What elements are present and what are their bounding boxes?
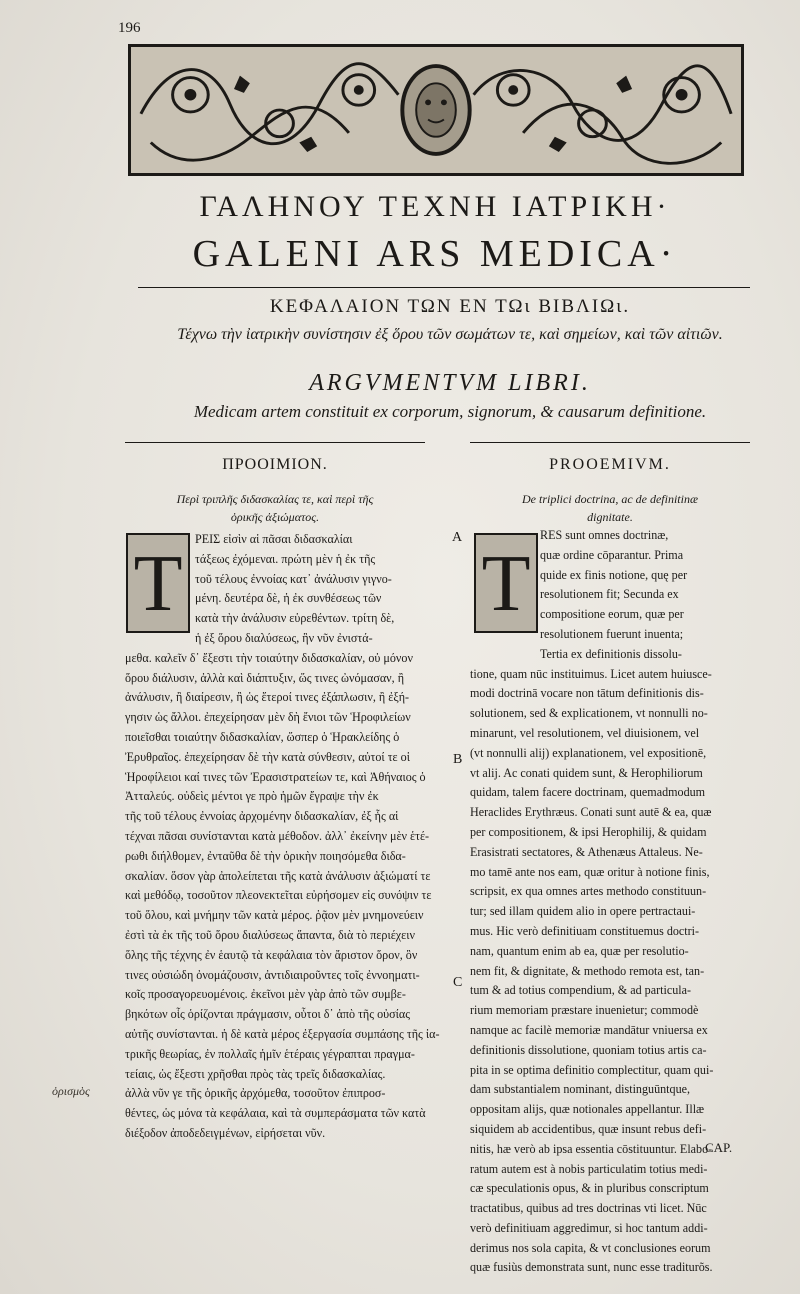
text-line: namque ac facilè memoriæ mandātur vniuersa ex (470, 1022, 708, 1037)
text-line: resolutionem fuerunt inuenta; (540, 626, 684, 641)
text-line: τῆς τοῦ τέλους ἐννοίας ἀρχομένην διδασκαλίαν, ἐξ ἧς αἱ (125, 809, 399, 824)
text-line: θέντες, ὡς μόνα τὰ κεφάλαια, καὶ τὰ συμπεράσματα τῶν κατὰ (125, 1106, 426, 1121)
margin-note: ὁρισμὸς (52, 1084, 90, 1098)
text-line: tione, quam nūc instituimus. Licet autem huiusce- (470, 666, 712, 681)
left-subtitle-line: ὁρικῆς ἀξιώματος. (230, 510, 320, 524)
text-line: tur; sed illam quidem alio in opere pertractaui- (470, 904, 696, 919)
text-line: τείαις, ὡς ἔξεστι χρῆσθαι πρὸς τὰς τρεῖς διδασκαλίας. (125, 1066, 386, 1081)
text-line: pita in se optima definitio complectitur, quam qui- (470, 1062, 714, 1077)
text-line: mus. Hic verò definitiuam constituemus doctri- (470, 923, 700, 938)
text-line: διέξοδον ἀποδεδειγμένων, εἰρήσεται νῦν. (125, 1125, 326, 1140)
right-subtitle-line: dignitate. (587, 510, 633, 524)
text-line: ὅρου διάλυσιν, ἀλλὰ καὶ διάπτυξιν, ὥς τινες ὠνόμασαν, ἢ (125, 670, 405, 685)
greek-title: ΓΑΛΗΝΟΥ ΤΕΧΝΗ ΙΑΤΡΙΚΗ· (199, 190, 671, 223)
text-line: ἡ ἐξ ὅρου διαλύσεως, ἣν νῦν ἐνιστά- (195, 630, 373, 645)
text-line: Erasistrati sectatores, & Athenæus Attaleus. Ne- (470, 844, 703, 859)
right-column-text (470, 526, 758, 1278)
right-column-title: PROOEMIVM. (549, 456, 671, 473)
text-line: nem fit, & dignitate, & methodo remota est, tan- (470, 963, 705, 978)
text-line: Tertia ex definitionis dissolu- (540, 646, 682, 661)
text-line: compositione eorum, quæ per (540, 607, 684, 622)
text-line: ἀνάλυσιν, ἢ διαίρεσιν, ἢ ὡς ἕτεροί τινες ἐξάπλωσιν, ἢ ἐξή- (125, 690, 410, 705)
text-line: τινες οὐσιώδη ὀνομάζουσιν, ἀντιδιαιροῦντες τοῖς ἐννοηματι- (125, 967, 420, 982)
text-line: Ἐρυθραῖος. ἐπεχείρησαν δὲ τὴν κατὰ σύνθεσιν, αὐτοί τε οἱ (125, 749, 410, 764)
text-line: vt alij. Ac conati quidem sunt, & Herophiliorum (470, 765, 703, 780)
text-line: καὶ μεθόδῳ, τοσοῦτον πλεονεκτεῖται εὐρήσομεν εἰς συνόψιν τε (125, 888, 432, 903)
text-line: γησιν ὡς ἄλλοι. ἐπεχείρησαν μὲν δὴ ἔνιοι τῶν Ἡροφιλείων (125, 710, 411, 725)
argument-heading: ARGVMENTVM LIBRI. (309, 370, 591, 396)
chapter-subtitle: Τέχνω τὴν ἰατρικὴν συνίστησιν ἐξ ὅρου τῶν σωμάτων τε, καὶ σημείων, καὶ τῶν αἰτιῶν. (177, 326, 723, 343)
text-line: ἐστὶ τὰ ἐκ τῆς τοῦ ὅρου διαλύσεως ἅπαντα, διὰ τὸ περιέχειν (125, 927, 415, 942)
left-column-rule (125, 442, 425, 443)
text-line: quæ ordine cōparantur. Prima (540, 547, 684, 562)
text-line: solutionem, sed & explicationem, vt nonnulli no- (470, 706, 708, 721)
text-line: minarunt, vel resolutionem, vel diuisionem, vel (470, 725, 700, 740)
text-line: quæ fusiùs demonstrata sunt, nunc esse traditurõs. (470, 1260, 713, 1275)
text-line: τοῦ ὅλου, καὶ μνήμην τῶν κατὰ μέρος. ῥᾷον μὲν μνημονεύειν (125, 908, 424, 923)
left-column-subtitle (125, 490, 425, 526)
text-line: definitionis dissolutione, quoniam totius artis ca- (470, 1042, 707, 1057)
page-number: 196 (118, 20, 141, 36)
text-line: per compositionem, & ipsi Herophilij, & quidam (470, 824, 707, 839)
text-line: σκαλίαν. ὅσον γὰρ ἀπολείπεται τῆς κατὰ ἀνάλυσιν ἀξιώματί τε (125, 868, 431, 883)
text-line: modi doctrinā vocare non tātum definitionis dis- (470, 686, 704, 701)
argument-subtitle: Medicam artem constituit ex corporum, signorum, & causarum definitione. (193, 402, 707, 421)
text-line: oppositam alijs, quæ notionales appellantur. Illæ (470, 1102, 705, 1117)
text-line: nam, quantum enim ab ea, quæ per resolutio- (470, 943, 689, 958)
text-line: derimus nos sola capita, & vt conclusiones eorum (470, 1240, 711, 1255)
text-line: Ἀτταλεύς. οὐδεὶς μέντοι γε πρὸ ἡμῶν ἔγραψε τὴν ἐκ (125, 789, 379, 804)
text-line: ἀλλὰ νῦν γε τῆς ὁρικῆς ἀρχόμεθα, τοσοῦτον ἐπιπροσ- (125, 1086, 386, 1101)
ornament-scrollwork-icon (131, 47, 741, 173)
text-line: (vt nonnulli alij) explanationem, vel expositionē, (470, 745, 707, 760)
text-line: quide ex finis notione, quę per (540, 567, 688, 582)
section-marker-a: A (452, 530, 463, 545)
text-line: verò definitiuam aggredimur, si hoc tantum addi- (470, 1220, 708, 1235)
text-line: scripsit, ex qua omnes artes methodo constituun- (470, 884, 707, 899)
section-marker-c: C (453, 975, 463, 990)
left-subtitle-line: Περὶ τριπλῆς διδασκαλίας τε, καὶ περὶ τῆς (176, 492, 374, 506)
text-line: siquidem ab accidentibus, quæ insunt rebus defi- (470, 1121, 707, 1136)
left-dropcap-letter: T (133, 540, 183, 628)
title-rule (138, 287, 750, 288)
text-line: ΡΕΙΣ εἰσὶν αἱ πᾶσαι διδασκαλίαι (195, 532, 353, 546)
text-line: ποιεῖσθαι τοιαύτην διδασκαλίαν, ὥσπερ ὁ Ἡρακλείδης ὁ (125, 729, 400, 744)
text-line: βηκότων οἷς ὁρίζονται πράγμασιν, οὗτοι δ᾽ ἀπὸ τῆς οὐσίας (125, 1007, 410, 1022)
text-line: μεθα. καλεῖν δ᾽ ἔξεστι τὴν τοιαύτην διδασκαλίαν, οὐ μόνον (125, 650, 413, 665)
text-line: τρικῆς θεωρίας, ἐν πολλαῖς ἡμῖν ἑτέραις γέγραπται πραγμα- (125, 1046, 415, 1061)
text-line: quidam, talem facere doctrinam, quemadmodum (470, 785, 706, 800)
section-marker-b: B (453, 752, 463, 767)
catchword: CAP. (705, 1140, 733, 1155)
text-line: RES sunt omnes doctrinæ, (540, 528, 669, 542)
text-line: rium memoriam præstare inuenietur; commodè (470, 1003, 699, 1018)
right-column-rule (470, 442, 750, 443)
text-line: cæ speculationis opus, & in pluribus conscriptum (470, 1181, 709, 1196)
text-line: κατὰ τὴν ἀνάλυσιν εὑρεθέντων. τρίτη δὲ, (195, 611, 395, 626)
text-line: tum & ad totius compendium, & ad particula- (470, 983, 692, 998)
text-line: ratum autem est à nobis particulatim totius medi- (470, 1161, 708, 1176)
text-line: dam substantialem nominant, distinguūntque, (470, 1082, 691, 1097)
left-column-title: ΠΡΟΟΙΜΙΟΝ. (222, 456, 328, 473)
right-dropcap-letter: T (481, 540, 531, 628)
text-line: μένη. δευτέρα δὲ, ἡ ἐκ συνθέσεως τῶν (195, 591, 382, 606)
text-line: τοῦ τέλους ἐννοίας κατ᾽ ἀνάλυσιν γιγνο- (195, 571, 392, 586)
text-line: tractatibus, quibus ad tres doctrinas vti licet. Nūc (470, 1201, 707, 1216)
text-line: nitis, hæ verò ab ipsa essentia cōstituuntur. Elabo- (470, 1141, 713, 1156)
left-column-text (125, 530, 445, 1144)
right-column-subtitle (470, 490, 750, 526)
text-line: mo tamē ante nos eam, quæ oritur à notione finis, (470, 864, 710, 879)
text-line: ὅλης τῆς τέχνης ἐν ἑαυτῷ τὰ κεφάλαια τὸν ἄριστον ὅρον, ὃν (125, 947, 418, 962)
text-line: αὐτῆς συνίστανται. ἡ δὲ κατὰ μέρος ἐξεργασία συμπάσης τῆς ἰα- (125, 1026, 440, 1041)
right-subtitle-line: De triplici doctrina, ac de definitinæ (522, 492, 698, 506)
text-line: κοῖς προσαγορευομένοις. ἐκεῖνοι μὲν γὰρ ἀπὸ τῶν συμβε- (125, 987, 406, 1002)
text-line: resolutionem fit; Secunda ex (540, 587, 679, 602)
latin-title: GALENI ARS MEDICA· (192, 233, 678, 275)
text-line: Heraclides Erythræus. Conati sunt autē & ea, quæ (470, 805, 712, 820)
ornamental-headpiece (128, 44, 744, 176)
text-line: ρωθι διήλθομεν, ἐνταῦθα δὲ τὴν ὁρικὴν ποιησόμεθα διδα- (125, 848, 406, 863)
text-line: Ἡροφίλειοι καί τινες τῶν Ἐρασιστρατείων τε, καὶ Ἀθήναιος ὁ (125, 769, 426, 784)
text-line: τέχναι πᾶσαι συνίστανται κατὰ μέθοδον. ἀλλ᾽ ἐκείνην μὲν ἑτέ- (125, 828, 430, 843)
text-line: τάξεως ἐχόμεναι. πρώτη μὲν ἡ ἐκ τῆς (195, 551, 376, 566)
chapter-heading: ΚΕΦΑΛΑΙΟΝ ΤΩΝ ΕΝ ΤΩι ΒΙΒΛΙΩι. (269, 296, 631, 317)
